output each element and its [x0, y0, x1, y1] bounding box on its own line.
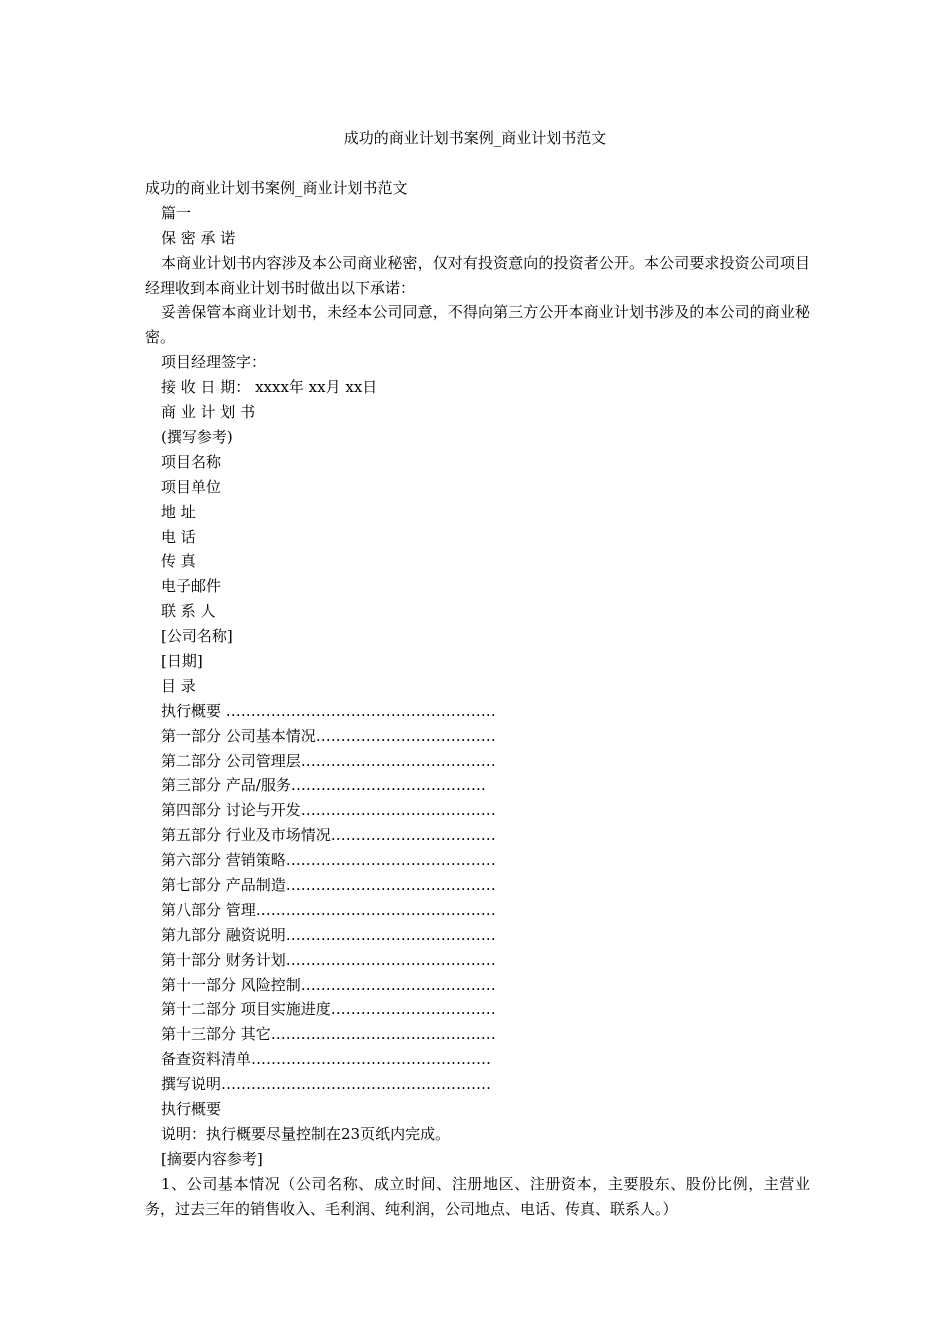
toc-item: 第十一部分 风险控制………………………………… — [161, 975, 496, 994]
signature-line: 项目经理签字： — [161, 353, 267, 372]
paragraph-company-info: 1、公司基本情况（公司名称、成立时间、注册地区、注册资本，主要股东、股份比例，主营业务，过去三年的销售收入、毛利润、纯利润，公司地点、电话、传真、联系人。） — [145, 1174, 810, 1218]
toc-item: 执行概要 ……………………………………………… — [161, 701, 496, 720]
toc-item: 第一部分 公司基本情况……………………………… — [161, 726, 496, 745]
toc-item: 第八部分 管理………………………………………… — [161, 900, 496, 919]
paragraph-secrecy: 妥善保管本商业计划书，未经本公司同意，不得向第三方公开本商业计划书涉及的本公司的商业秘密。 — [145, 303, 810, 347]
paragraph-commitment: 本商业计划书内容涉及本公司商业秘密，仅对有投资意向的投资者公开。本公司要求投资公司项目经理收到本商业计划书时做出以下承诺： — [145, 253, 810, 297]
field-project-name: 项目名称 — [161, 452, 222, 471]
toc-item: 第七部分 产品制造…………………………………… — [161, 876, 496, 894]
toc-item: 第四部分 讨论与开发………………………………… — [161, 801, 496, 820]
field-date: [日期] — [161, 651, 203, 670]
exec-summary-note: 说明：执行概要尽量控制在23页纸内完成。 — [161, 1124, 451, 1143]
toc-item: 备查资料清单………………………………………… — [161, 1050, 492, 1069]
plan-title: 商 业 计 划 书 — [161, 403, 256, 422]
heading: 成功的商业计划书案例_商业计划书范文 — [145, 179, 408, 197]
toc-item: 第六部分 营销策略…………………………………… — [161, 851, 496, 870]
toc-item: 第二部分 公司管理层………………………………… — [161, 751, 496, 770]
toc-item: 撰写说明……………………………………………… — [161, 1075, 492, 1094]
receive-date-line: 接 收 日 期： xxxx年 xx月 xx日 — [161, 378, 378, 397]
toc-item: 第五部分 行业及市场情况…………………………… — [161, 826, 496, 845]
field-project-unit: 项目单位 — [161, 477, 222, 496]
field-phone: 电 话 — [161, 527, 196, 546]
toc-item: 第九部分 融资说明…………………………………… — [161, 925, 496, 944]
field-company-name: [公司名称] — [161, 627, 233, 646]
toc-item: 第十部分 财务计划…………………………………… — [161, 950, 496, 969]
toc-item: 第十二部分 项目实施进度…………………………… — [161, 1000, 496, 1019]
summary-reference: [摘要内容参考] — [161, 1149, 263, 1168]
field-contact: 联 系 人 — [161, 602, 216, 621]
exec-summary-heading: 执行概要 — [161, 1100, 222, 1119]
field-address: 地 址 — [161, 502, 196, 521]
toc-title: 目 录 — [161, 676, 196, 695]
toc-item: 第三部分 产品/服务………………………………… — [161, 776, 486, 795]
field-fax: 传 真 — [161, 552, 196, 571]
confidentiality-title: 保 密 承 诺 — [161, 228, 236, 247]
document-title: 成功的商业计划书案例_商业计划书范文 — [343, 129, 607, 147]
toc-item: 第十三部分 其它……………………………………… — [161, 1025, 496, 1044]
part-label: 篇一 — [161, 203, 192, 222]
plan-note: (撰写参考) — [161, 427, 233, 446]
field-email: 电子邮件 — [161, 577, 222, 596]
document-body — [145, 176, 810, 1222]
